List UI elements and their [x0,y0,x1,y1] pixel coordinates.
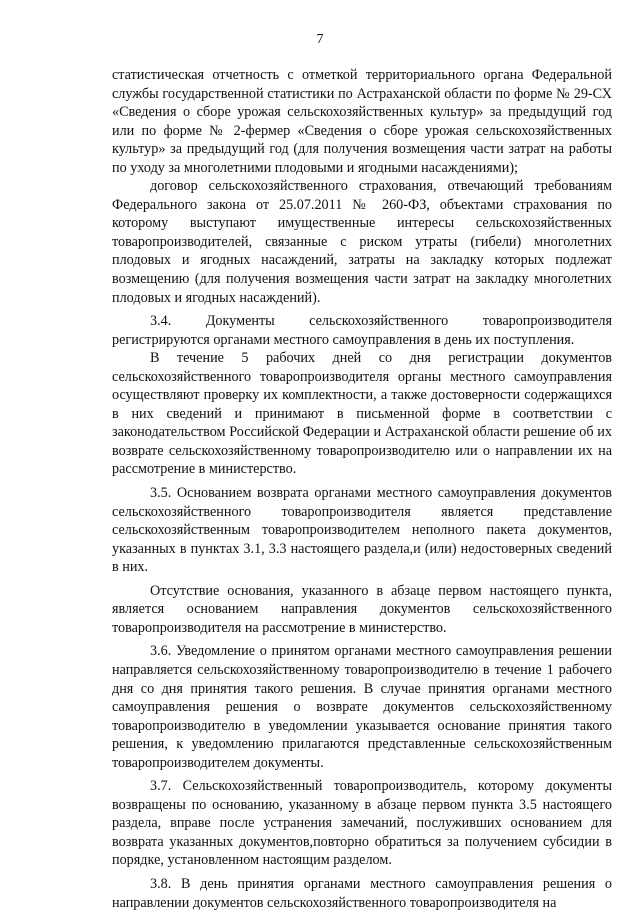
paragraph-3-4: 3.4. Документы сельскохозяйственного товаропроизводителя регистрируются органами местного самоуправления в день их поступления. [112,313,612,348]
paragraph-insurance-contract: договор сельскохозяйственного страхования, отвечающий требованиям Федерального закона от 25.07.2011 № 260-ФЗ, объектами страхования по которому выступают имущественные интересы сельскохозяйственных товаропроизводителей, связанные с риском утраты (гибели) многолетних плодовых и ягодных насаждений, затраты на закладку которых подлежат возмещению (для получения возмещения части затрат на закладку многолетних плодовых и ягодных насаждений). [112,178,612,306]
paragraph-statistical-reporting: статистическая отчетность с отметкой территориального органа Федеральной службы государственной статистики по Астраханской области по форме № 29-СХ «Сведения о сборе урожая сельскохозяйственных культур» за предыдущий год или по форме № 2-фермер «Сведения о сборе урожая сельскохозяйственных культур» за предыдущий год (для получения возмещения части затрат на работы по уходу за многолетними плодовыми и ягодными насаждениями); [112,67,612,176]
page-number: 7 [316,32,324,47]
paragraph-5-working-days: В течение 5 рабочих дней со дня регистрации документов сельскохозяйственного товаропроизводителя органы местного самоуправления осуществляют проверку их комплектности, а также достоверности содержащихся в них сведений и принимают в письменной форме в соответствии с законодательством Российской Федерации и Астраханской области решение об их возврате сельскохозяйственному товаропроизводителю или о направлении их на рассмотрение в министерство. [112,350,612,478]
paragraph-3-5: 3.5. Основанием возврата органами местного самоуправления документов сельскохозяйственного товаропроизводителя является представление сельскохозяйственным товаропроизводителем неполного пакета документов, указанных в пунктах 3.1, 3.3 настоящего раздела,и (или) недостоверных сведений в них. [112,485,612,576]
paragraph-absence-of-grounds: Отсутствие основания, указанного в абзаце первом настоящего пункта, является основанием направления документов сельскохозяйственного товаропроизводителя на рассмотрение в министерство. [112,582,612,636]
paragraph-3-7: 3.7. Сельскохозяйственный товаропроизводитель, которому документы возвращены по основанию, указанному в абзаце первом пункта 3.5 настоящего раздела, вправе после устранения замечаний, послуживших основанием для возврата указанных документов,повторно обратиться за получением субсидии в порядке, установленном настоящим разделом. [112,778,612,869]
paragraph-3-8: 3.8. В день принятия органами местного самоуправления решения о направлении документов сельскохозяйственного товаропроизводителя на [112,875,612,911]
document-body [112,66,612,912]
paragraph-3-6: 3.6. Уведомление о принятом органами местного самоуправления решении направляется сельскохозяйственному товаропроизводителю в течение 1 рабочего дня со дня принятия такого решения. В случае принятия органами местного самоуправления решения о возврате документов сельскохозяйственному товаропроизводителю в уведомлении указывается основание принятия такого решения, к уведомлению прилагаются представленные сельскохозяйственным товаропроизводителем документы. [112,643,612,771]
